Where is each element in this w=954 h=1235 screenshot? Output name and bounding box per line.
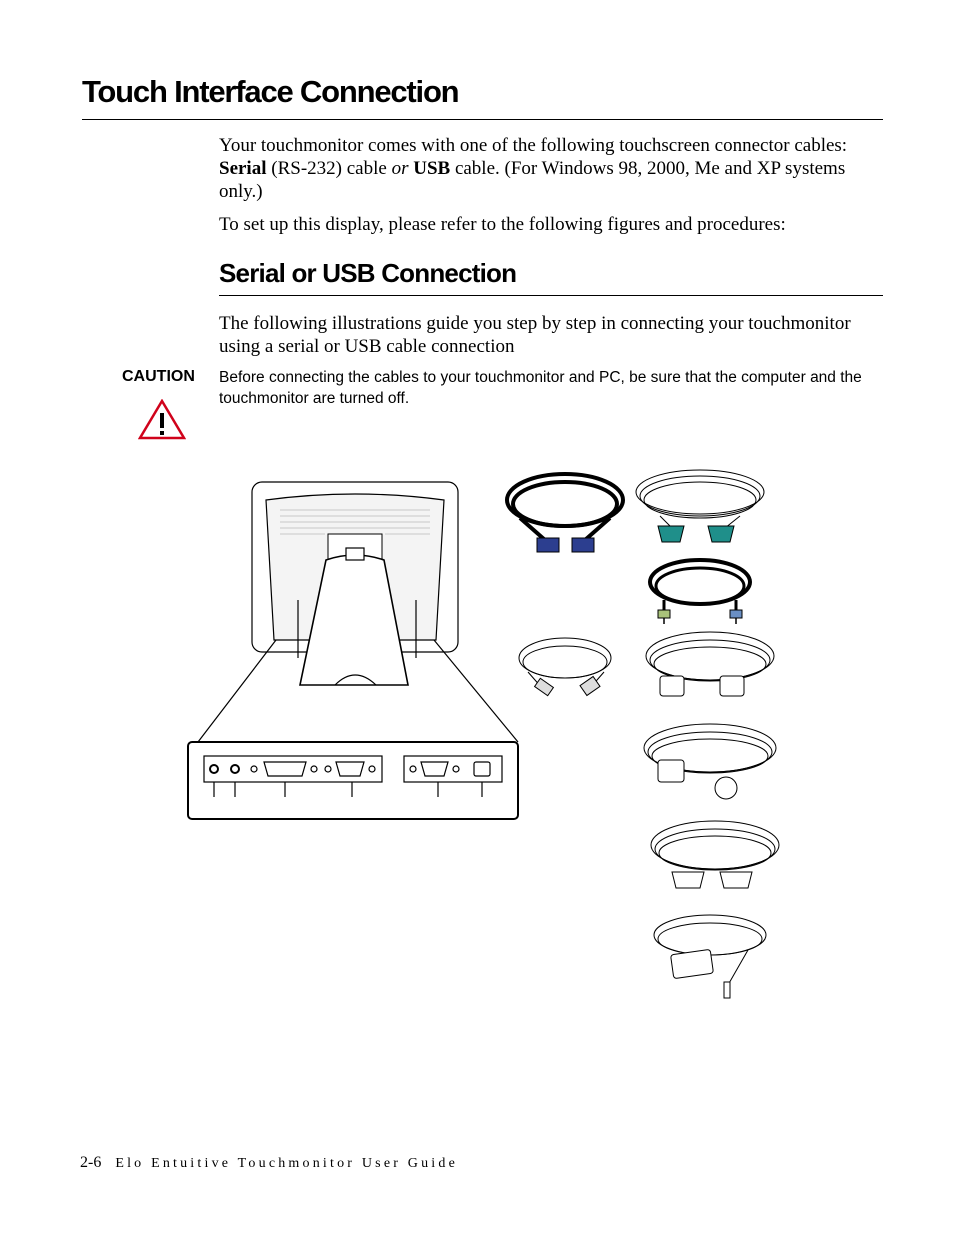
usb-term: USB (413, 158, 451, 179)
page-number: 2-6 (80, 1154, 102, 1171)
serial-cable-illustration (636, 470, 764, 542)
section-paragraph: The following illustrations guide you step by step in connecting your touchmonitor using a serial or USB cable connection (219, 313, 851, 357)
power-cable-us-illustration (646, 632, 774, 696)
page-title: Touch Interface Connection (82, 74, 459, 109)
usb-cable-illustration (519, 638, 611, 696)
caution-text: Before connecting the cables to your touchmonitor and PC, be sure that the computer and the touchmonitor are turned off. (219, 369, 862, 407)
page-footer (80, 1154, 458, 1172)
section-heading: Serial or USB Connection (219, 258, 517, 288)
monitor-back-illustration (188, 482, 518, 819)
guide-title: Elo Entuitive Touchmonitor User Guide (115, 1156, 459, 1171)
audio-cable-illustration (650, 560, 750, 624)
section-rule (219, 295, 883, 296)
connection-illustration (180, 460, 800, 1020)
intro-text: Your touchmonitor comes with one of the following touchscreen connector cables: (219, 135, 848, 156)
setup-paragraph: To set up this display, please refer to the following figures and procedures: (219, 214, 786, 235)
title-rule (82, 119, 883, 120)
intro-text: (RS-232) cable (266, 158, 392, 179)
vga-cable-illustration (507, 474, 623, 552)
or-term: or (391, 158, 409, 179)
serial-extension-cable-illustration (651, 821, 779, 888)
serial-term: Serial (219, 158, 267, 179)
intro-text: cable. (For Windows 98, 2000, Me and XP systems only.) (219, 158, 846, 202)
intro-paragraph (219, 134, 884, 203)
caution-label: CAUTION (122, 368, 195, 385)
warning-triangle-icon (138, 399, 186, 441)
power-cable-eu-illustration (644, 724, 776, 799)
power-adapter-illustration (654, 915, 766, 998)
